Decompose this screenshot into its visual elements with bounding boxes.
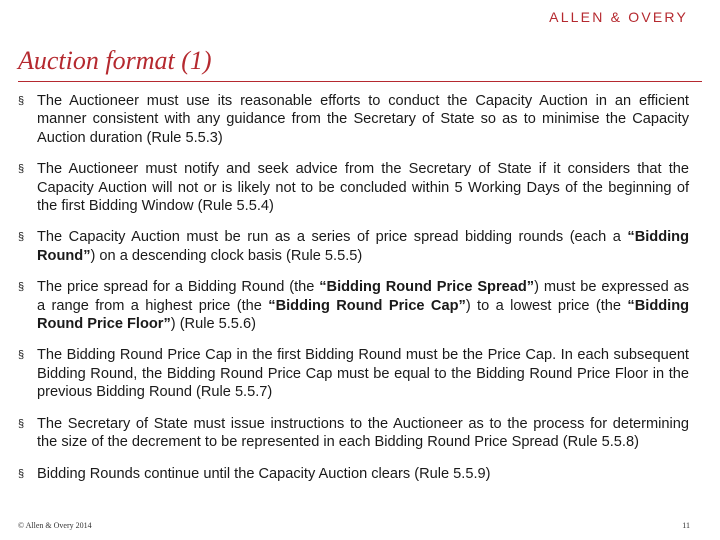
company-logo: ALLEN & OVERY [549,9,688,25]
list-item: § The Capacity Auction must be run as a series of price spread bidding rounds (each a “Bidding Round”) on a descending clock basis (Rule 5.5.5) [18,229,689,264]
list-item: § The Bidding Round Price Cap in the first Bidding Round must be the Price Cap. In each subsequent Bidding Round, the Bidding Round Price Cap must be equal to the Bidding Round Price Floor in the previous Bidding Round (Rule 5.5.7) [18,347,689,401]
bullet-list [18,92,689,483]
list-item: § The price spread for a Bidding Round (the “Bidding Round Price Spread”) must be expressed as a range from a highest price (the “Bidding Round Price Cap”) to a lowest price (the “Bidding Round Price Floor”) (Rule 5.5.6) [18,279,690,333]
bullet-marker-icon: § [18,467,25,480]
list-item: § The Secretary of State must issue instructions to the Auctioneer as to the process for determining the size of the decrement to be represented in each Bidding Round Price Spread (Rule 5.5.8) [18,415,689,451]
defined-term: “Bidding Round Price Spread” [319,279,535,296]
list-item: § The Auctioneer must use its reasonable efforts to conduct the Capacity Auction in an efficient manner consistent with any guidance from the Secretary of State so as to minimise the Capacity Auction duration (Rule 5.5.3) [18,93,689,146]
list-item: § The Auctioneer must notify and seek advice from the Secretary of State if it considers that the Capacity Auction will not or is likely not to be concluded within 5 Working Days of the beginning of the first Bidding Window (Rule 5.5.4) [18,161,689,215]
footer-copyright: © Allen & Overy 2014 [18,521,92,530]
bullet-marker-icon: § [18,349,25,362]
bullet-marker-icon: § [18,231,25,244]
list-item: § Bidding Rounds continue until the Capacity Auction clears (Rule 5.5.9) [18,465,491,482]
defined-term: “Bidding Round” [37,229,689,264]
defined-term: “Bidding Round Price Cap” [268,297,466,314]
bullet-marker-icon: § [18,281,25,294]
bullet-marker-icon: § [18,95,25,107]
bullet-marker-icon: § [18,163,25,176]
page-number: 11 [682,521,690,530]
defined-term: “Bidding Round Price Floor” [37,297,690,333]
title-divider [18,81,702,82]
page-title: Auction format (1) [18,46,212,75]
bullet-marker-icon: § [18,417,25,430]
